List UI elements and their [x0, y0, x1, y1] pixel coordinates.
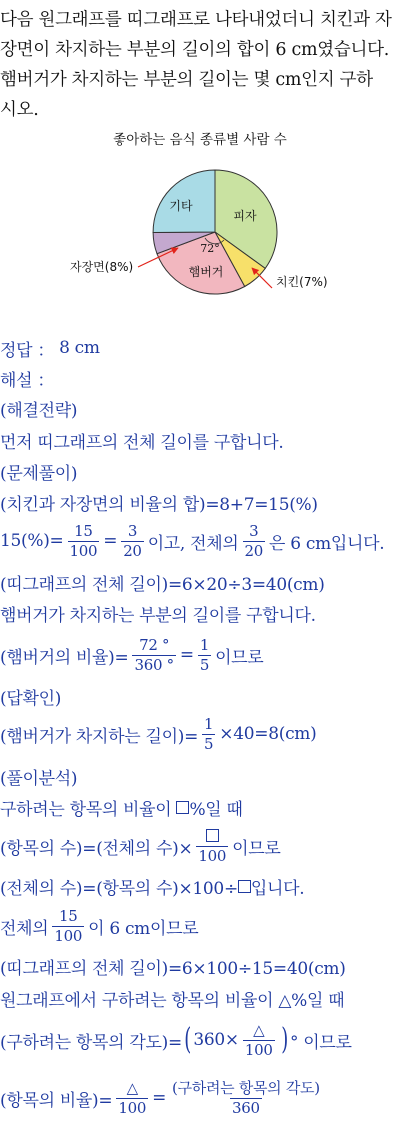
check-text: ×40=8(cm) [219, 724, 317, 744]
question-line: 장면이 차지하는 부분의 길이의 합이 6 cm였습니다. [0, 40, 389, 60]
question-text [0, 6, 400, 126]
explain-label: 해설 ： [0, 370, 55, 391]
analysis-heading: (풀이분석) [0, 768, 78, 789]
slice-label-hamburger: 햄버거 [188, 265, 224, 279]
check-heading: (답확인) [0, 688, 62, 709]
fraction: $\frac{3}{20}$ [244, 521, 264, 560]
ratio-text: 이고, 전체의 [147, 533, 239, 554]
analysis-line-8: (항목의 비율)= $\frac{\triangle}{100}$ = $\frac{\text{(구하려는 항목의 각도)}}{360}$ [0, 1078, 320, 1117]
square-symbol [238, 880, 251, 893]
check-text: (햄버거가 차지하는 길이)= [0, 726, 199, 747]
analysis-line-7: (구하려는 항목의 각도)= ( 360× $\frac{\triangle}{100}$ ) ° 이므로 [0, 1020, 352, 1059]
analysis-line-6: 원그래프에서 구하려는 항목의 비율이 △%일 때 [0, 990, 345, 1011]
analysis-line-4: 전체의 $\frac{15}{100}$ 이 6 cm이므로 [0, 906, 199, 945]
answer-value: 8 cm [59, 338, 100, 358]
analysis-line-5: (띠그래프의 전체 길이)=6×100÷15=40(cm) [0, 958, 346, 979]
question-line: 햄버거가 차지하는 부분의 길이는 몇 cm인지 구하 [0, 70, 373, 90]
ratio-line [0, 521, 384, 561]
fraction: $\frac{72 ^\circ}{360 ^\circ}$ [134, 635, 174, 674]
fraction: $\frac{3}{20}$ [123, 521, 142, 560]
analysis-line-1: 구하려는 항목의 비율이 %일 때 [0, 799, 243, 820]
hamburger-text: 햄버거가 차지하는 부분의 길이를 구합니다. [0, 605, 316, 626]
callout-label-jajangmyeon: 자장면(8%) [70, 260, 134, 274]
square-symbol [176, 801, 189, 814]
fraction: $\frac{15}{100}$ [54, 906, 83, 945]
fraction: 100 [196, 827, 228, 866]
ratio-text: 은 6 cm입니다. [269, 533, 385, 554]
ham-text: 이므로 [215, 647, 264, 668]
total-line: (띠그래프의 전체 길이)=6×20÷3=40(cm) [0, 574, 325, 595]
equals: = [179, 645, 194, 665]
fraction: $\frac{1}{5}$ [199, 635, 210, 674]
analysis-line-3: (전체의 수)=(항목의 수)×100÷ 입니다. [0, 878, 305, 899]
check-line [0, 714, 316, 754]
fraction: $\frac{15}{100}$ [69, 521, 98, 560]
chart-title: 좋아하는 음식 종류별 사람 수 [113, 132, 287, 148]
fraction: $\frac{1}{5}$ [204, 714, 214, 753]
question-line: 다음 원그래프를 띠그래프로 나타내었더니 치킨과 자 [0, 10, 392, 30]
answer-label: 정답 ： [0, 340, 55, 361]
slice-label-etc: 기타 [169, 199, 193, 213]
hamburger-ratio-line [0, 635, 263, 675]
square-symbol [206, 829, 219, 842]
angle-label: 72° [200, 242, 220, 255]
strategy-text: 먼저 띠그래프의 전체 길이를 구합니다. [0, 432, 284, 453]
ratio-text: 15(%)= [0, 531, 64, 551]
solve-heading: (문제풀이) [0, 463, 78, 484]
ham-text: (햄버거의 비율)= [0, 647, 129, 668]
slice-label-pizza: 피자 [233, 209, 257, 223]
fraction: $\frac{\text{(구하려는 항목의 각도)}}{360}$ [172, 1078, 320, 1117]
strategy-heading: (해결전략) [0, 400, 78, 421]
analysis-line-2: (항목의 수)=(전체의 수)× 100 이므로 [0, 826, 281, 866]
pie-chart [0, 140, 400, 300]
fraction: $\frac{\triangle}{100}$ [244, 1020, 273, 1059]
callout-label-chicken: 치킨(7%) [276, 275, 328, 289]
fraction: $\frac{\triangle}{100}$ [118, 1078, 147, 1117]
sum-line: (치킨과 자장면의 비율의 합)=8+7=15(%) [0, 494, 318, 515]
question-line: 시오. [0, 100, 39, 120]
equals: = [103, 531, 118, 551]
